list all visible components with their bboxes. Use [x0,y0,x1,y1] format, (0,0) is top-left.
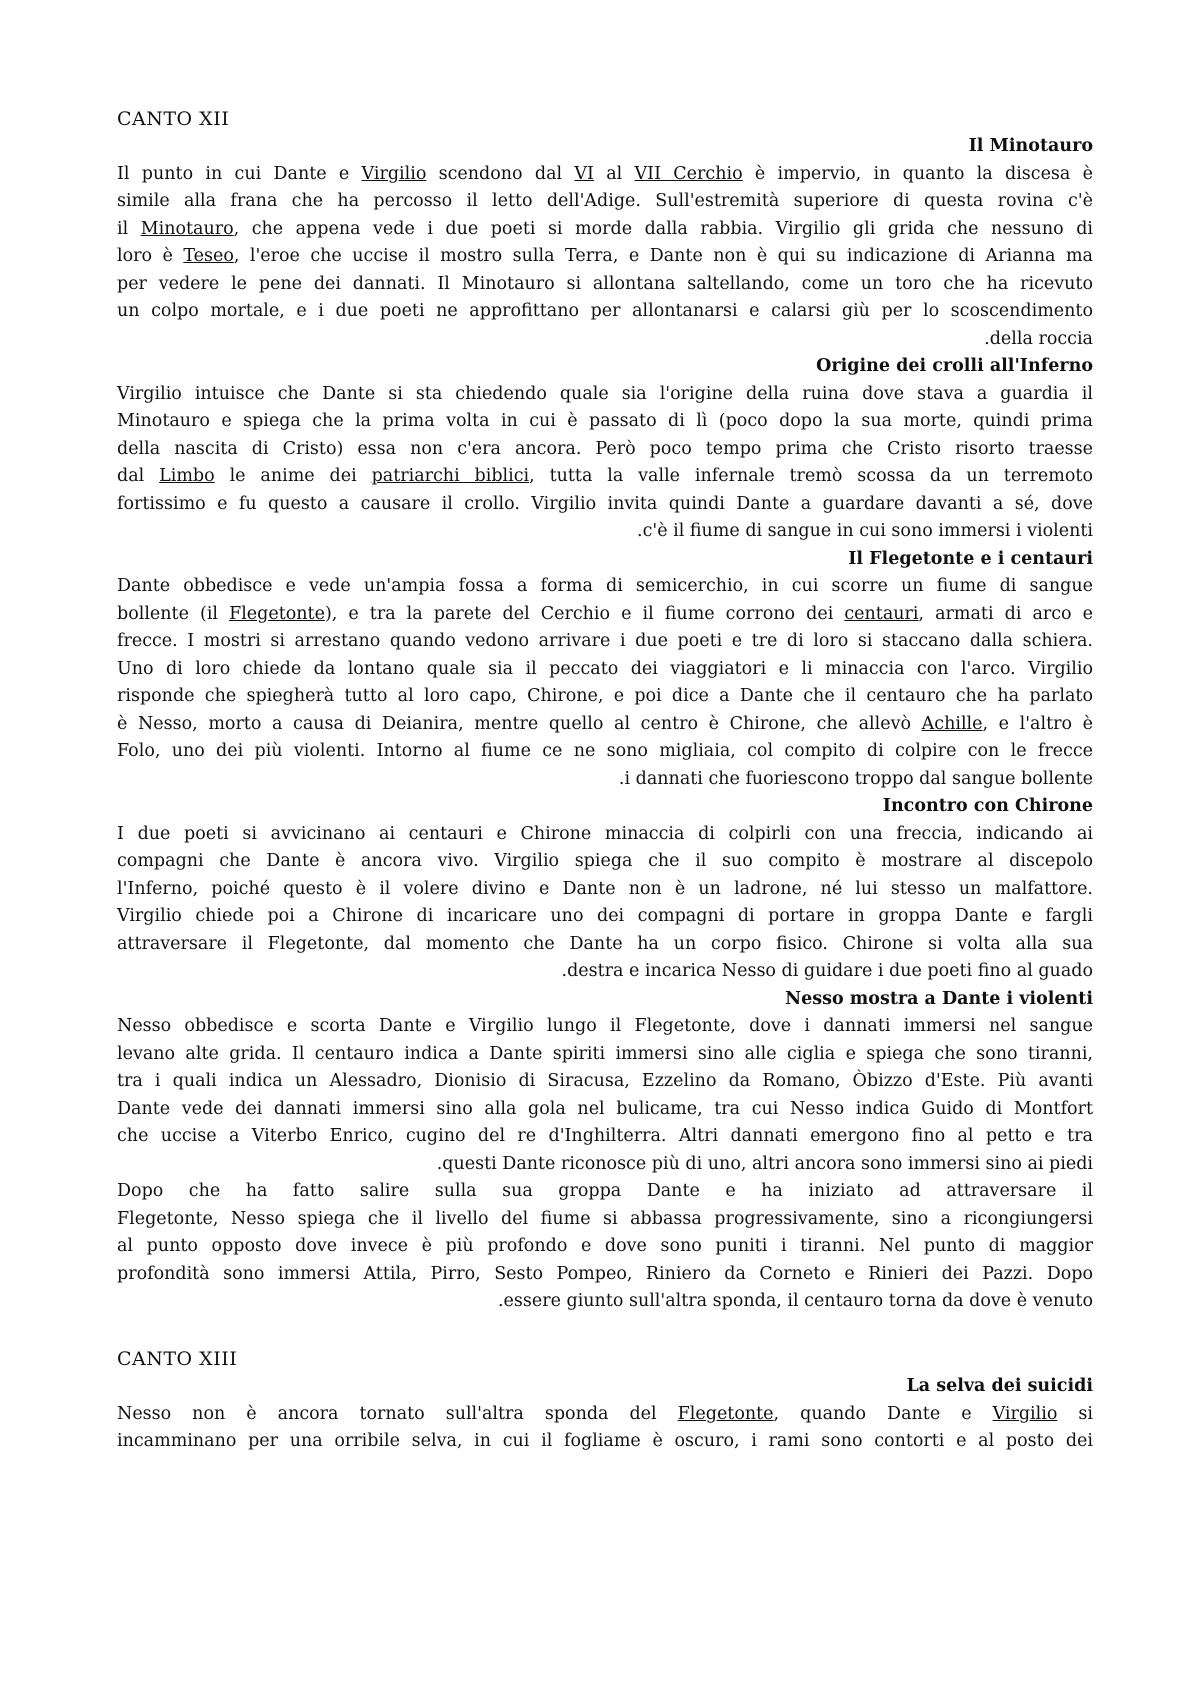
text-run: bollente (il [117,603,230,624]
paragraph-last-line: .i dannati che fuoriescono troppo dal sangue bollente [618,768,1093,789]
paragraph-line [117,1041,1093,1069]
paragraph-last-line: .della roccia [984,328,1093,349]
paragraph-line [117,1013,1093,1041]
paragraph [117,1013,1093,1178]
text-run: fortissimo e fu questo a causare il crollo. Virgilio invita quindi Dante a guardare davanti a sé, dove [117,493,1093,514]
paragraph-line [117,573,1093,601]
text-run: loro è [117,246,184,266]
text-run: è impervio, in quanto la discesa è [742,163,1093,184]
paragraph-line [117,408,1093,436]
text-run: Virgilio chiede poi a Chirone di incaricare uno dei compagni di portare in groppa Dante e fargli [117,906,1093,926]
text-run: Folo, uno dei più violenti. Intorno al fiume ce ne sono migliaia, col compito di colpire con le frecce [117,741,1093,761]
paragraph [117,1401,1093,1456]
text-run: profondità sono immersi Attila, Pirro, Sesto Pompeo, Riniero da Corneto e Rinieri dei Pazzi. Dopo [117,1263,1093,1284]
paragraph-line [117,821,1093,849]
wiki-link[interactable]: Teseo [183,246,234,266]
text-run: Dante obbedisce e vede un'ampia fossa a forma di semicerchio, in cui scorre un fiume di sangue [117,576,1093,596]
paragraph-line [117,1096,1093,1124]
text-run: compagni che Dante è ancora vivo. Virgilio spiega che il suo compito è mostrare al discepolo [117,851,1093,871]
text-run: le anime dei [214,466,372,486]
paragraph-line [117,216,1093,244]
paragraph-line [117,1123,1093,1151]
paragraph-line [117,298,1093,326]
wiki-link[interactable]: Flegetonte [677,1403,774,1424]
paragraph-line [117,1068,1093,1096]
paragraph-line [117,1428,1093,1456]
wiki-link[interactable]: Limbo [159,466,215,486]
canto-title: CANTO XII [117,108,230,130]
paragraph-line [117,903,1093,931]
text-run: Minotauro e spiega che la prima volta in cui è passato di lì (poco dopo la sua morte, quindi prima [117,411,1093,431]
paragraph-last-line: .c'è il fiume di sangue in cui sono immersi i violenti [637,521,1093,541]
paragraph-last-line: .destra e incarica Nesso di guidare i due poeti fino al guado [561,961,1093,981]
text-run: attraversare il Flegetonte, dal momento che Dante ha un corpo fisico. Chirone si volta alla sua [117,933,1093,954]
text-run: Dopo che ha fatto salire sulla sua groppa Dante e ha iniziato ad attraversare il [117,1181,1093,1201]
text-run: frecce. I mostri si arrestano quando vedono arrivare i due poeti e tre di loro si staccano dalla schiera. [117,631,1093,651]
wiki-link[interactable]: VI [574,163,594,184]
wiki-link[interactable]: Minotauro [140,218,234,239]
text-run: che uccise a Viterbo Enrico, cugino del re d'Inghilterra. Altri dannati emergono fino al petto e tra [117,1126,1093,1146]
paragraph-line [117,1401,1093,1429]
text-run: scendono dal [426,163,575,184]
paragraph-line [117,711,1093,739]
paragraph-line [117,656,1093,684]
text-run: ), e tra la parete del Cerchio e il fiume corrono dei [324,603,845,624]
wiki-link[interactable]: VII Cerchio [634,163,743,184]
paragraph [117,573,1093,793]
text-run: della nascita di Cristo) essa non c'era ancora. Però poco tempo prima che Cristo risorto traesse [117,438,1093,459]
text-run: , che appena vede i due poeti si morde dalla rabbia. Virgilio gli grida che nessuno di [233,218,1093,239]
section-heading: Nesso mostra a Dante i violenti [785,988,1093,1009]
wiki-link[interactable]: Flegetonte [229,603,325,624]
text-run: un colpo mortale, e i due poeti ne approfittano per allontanarsi e calarsi giù per lo scoscendimento [117,301,1093,321]
text-run: Il punto in cui Dante e [117,163,362,184]
paragraph-line [117,491,1093,519]
paragraph-line [117,931,1093,959]
paragraph-line [117,243,1093,271]
paragraph-line [117,876,1093,904]
text-run: Nesso obbedisce e scorta Dante e Virgilio lungo il Flegetonte, dove i dannati immersi nel sangue [117,1016,1093,1036]
paragraph [117,381,1093,546]
wiki-link[interactable]: centauri [844,603,919,624]
text-run: risponde che spiegherà tutto al loro capo, Chirone, e poi dice a Dante che il centauro che ha parlato [117,686,1093,706]
text-run: , l'eroe che uccise il mostro sulla Terra, e Dante non è qui su indicazione di Arianna ma [233,246,1093,266]
text-run: Nesso non è ancora tornato sull'altra sponda del [117,1403,678,1424]
canto-title: CANTO XIII [117,1348,238,1370]
wiki-link[interactable]: Virgilio [992,1403,1058,1424]
paragraph-line [117,1261,1093,1289]
paragraph-line [117,463,1093,491]
text-run: I due poeti si avvicinano ai centauri e Chirone minaccia di colpirli con una freccia, indicando ai [117,823,1093,844]
paragraph-line [117,188,1093,216]
text-run: levano alte grida. Il centauro indica a Dante spiriti immersi sino alle ciglia e spiega che sono tiranni, [117,1043,1093,1064]
text-run: si [1057,1403,1093,1424]
text-run: tra i quali indica un Alessadro, Dionisio di Siracusa, Ezzelino da Romano, Òbizzo d'Este. Più avanti [117,1071,1093,1091]
wiki-link[interactable]: patriarchi biblici [371,466,530,486]
text-run: incamminano per una orribile selva, in cui il fogliame è oscuro, i rami sono contorti e al posto dei [117,1431,1093,1451]
text-run: è Nesso, morto a causa di Deianira, mentre quello al centro è Chirone, che allevò [117,713,922,734]
text-run: l'Inferno, poiché questo è il volere divino e Dante non è un ladrone, né lui stesso un malfattore. [117,878,1093,899]
text-run: Flegetonte, Nesso spiega che il livello del fiume si abbassa progressivamente, sino a ricongiungersi [117,1208,1093,1229]
paragraph [117,161,1093,354]
paragraph-line [117,683,1093,711]
canto-xii-body [117,133,1093,1316]
paragraph-line [117,848,1093,876]
paragraph-line [117,601,1093,629]
text-run: dal [117,466,160,486]
wiki-link[interactable]: Virgilio [361,163,427,184]
paragraph-line [117,161,1093,189]
paragraph [117,1178,1093,1316]
paragraph-line [117,1233,1093,1261]
paragraph-line [117,1178,1093,1206]
text-run: , tutta la valle infernale tremò scossa da un terremoto [529,466,1093,486]
canto-xiii [117,1346,1093,1456]
section-heading: Il Flegetonte e i centauri [848,548,1093,569]
text-run: Virgilio intuisce che Dante si sta chiedendo quale sia l'origine della ruina dove stava a guardia il [117,383,1093,404]
text-run: Uno di loro chiede da lontano quale sia il peccato dei viaggiatori e li minaccia con l'arco. Virgilio [117,658,1093,679]
section-heading: Incontro con Chirone [882,796,1093,816]
section-heading: Origine dei crolli all'Inferno [816,356,1093,376]
paragraph [117,821,1093,986]
text-run: Dante vede dei dannati immersi sino alla gola nel bulicame, tra cui Nesso indica Guido di Montfort [117,1098,1093,1119]
canto-xiii-body [117,1373,1093,1456]
paragraph-line [117,1206,1093,1234]
wiki-link[interactable]: Achille [921,713,983,734]
text-run: al [593,163,635,184]
text-run: al punto opposto dove invece è più profondo e dove sono puniti i tiranni. Nel punto di maggior [117,1236,1093,1256]
paragraph-line [117,628,1093,656]
text-run: simile alla frana che ha percosso il letto dell'Adige. Sull'estremità superiore di questa rovina c'è [117,191,1093,211]
text-run: , quando Dante e [773,1403,993,1424]
section-heading: Il Minotauro [968,136,1093,156]
paragraph-last-line: .questi Dante riconosce più di uno, altri ancora sono immersi sino ai piedi [436,1153,1093,1174]
text-run: il [117,218,141,239]
text-run: per vedere le pene dei dannati. Il Minotauro si allontana saltellando, come un toro che ha ricevuto [117,273,1093,294]
text-run: , armati di arco e [918,603,1093,624]
paragraph-last-line: .essere giunto sull'altra sponda, il centauro torna da dove è venuto [497,1291,1093,1311]
text-run: , e l'altro è [982,713,1093,734]
paragraph-line [117,381,1093,409]
section-heading: La selva dei suicidi [906,1376,1093,1396]
paragraph-line [117,271,1093,299]
paragraph-line [117,436,1093,464]
paragraph-line [117,738,1093,766]
canto-xii [117,106,1093,1316]
